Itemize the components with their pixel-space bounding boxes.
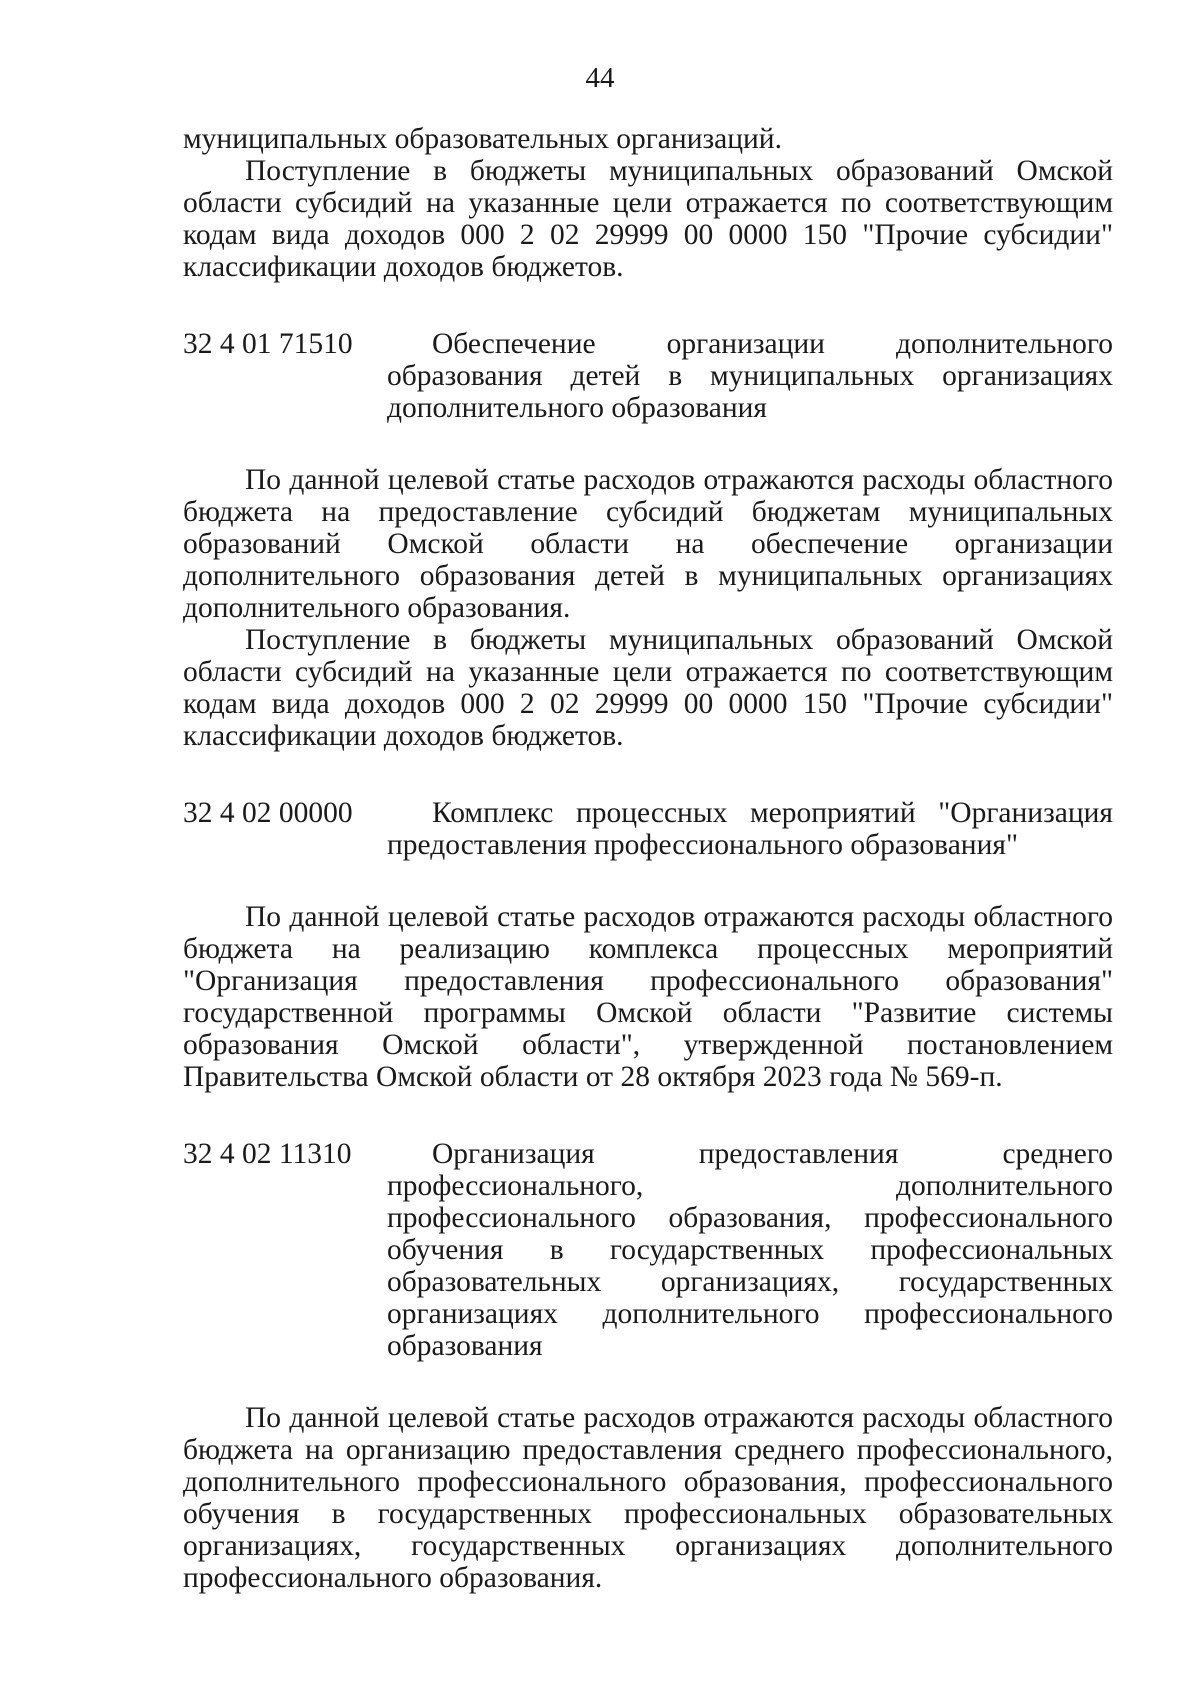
budget-code: 32 4 02 00000 bbox=[183, 797, 353, 829]
page-number: 44 bbox=[585, 62, 615, 94]
paragraph-continuation: муниципальных образовательных организаций. bbox=[183, 123, 782, 155]
budget-code: 32 4 01 71510 bbox=[183, 328, 353, 360]
budget-item-title: Организация предоставления среднего профессионального, дополнительного профессионального образования, профессионального обучения в государственных профессиональных образовательных организациях, государственных организациях дополнительного профессионального образования bbox=[387, 1138, 1113, 1362]
paragraph-subsidy-income: Поступление в бюджеты муниципальных образований Омской области субсидий на указанные цели отражается по соответствующим кодам вида доходов 000 2 02 29999 00 0000 150 "Прочие субсидии" классификации доходов бюджетов. bbox=[183, 155, 1113, 283]
budget-item-32-4-02-11310 bbox=[183, 1138, 1113, 1362]
budget-item-32-4-01-71510 bbox=[183, 328, 1113, 424]
budget-item-title: Комплекс процессных мероприятий "Организация предоставления профессионального образования" bbox=[387, 797, 1113, 861]
budget-item-32-4-02-00000 bbox=[183, 797, 1113, 861]
budget-item-title: Обеспечение организации дополнительного образования детей в муниципальных организациях дополнительного образования bbox=[387, 328, 1113, 424]
paragraph-expenses-description: По данной целевой статье расходов отражаются расходы областного бюджета на организацию предоставления среднего профессионального, дополнительного профессионального образования, профессионального обучения в государственных профессиональных образовательных организациях, государственных организациях дополнительного профессионального образования. bbox=[183, 1402, 1113, 1594]
document-body bbox=[183, 123, 1113, 1594]
paragraph-subsidy-income: Поступление в бюджеты муниципальных образований Омской области субсидий на указанные цели отражается по соответствующим кодам вида доходов 000 2 02 29999 00 0000 150 "Прочие субсидии" классификации доходов бюджетов. bbox=[183, 624, 1113, 752]
budget-code: 32 4 02 11310 bbox=[183, 1138, 352, 1170]
paragraph-expenses-description: По данной целевой статье расходов отражаются расходы областного бюджета на предоставление субсидий бюджетам муниципальных образований Омской области на обеспечение организации дополнительного образования детей в муниципальных организациях дополнительного образования. bbox=[183, 464, 1113, 624]
paragraph-expenses-description: По данной целевой статье расходов отражаются расходы областного бюджета на реализацию комплекса процессных мероприятий "Организация предоставления профессионального образования" государственной программы Омской области "Развитие системы образования Омской области", утвержденной постановлением Правительства Омской области от 28 октября 2023 года № 569-п. bbox=[183, 901, 1113, 1093]
